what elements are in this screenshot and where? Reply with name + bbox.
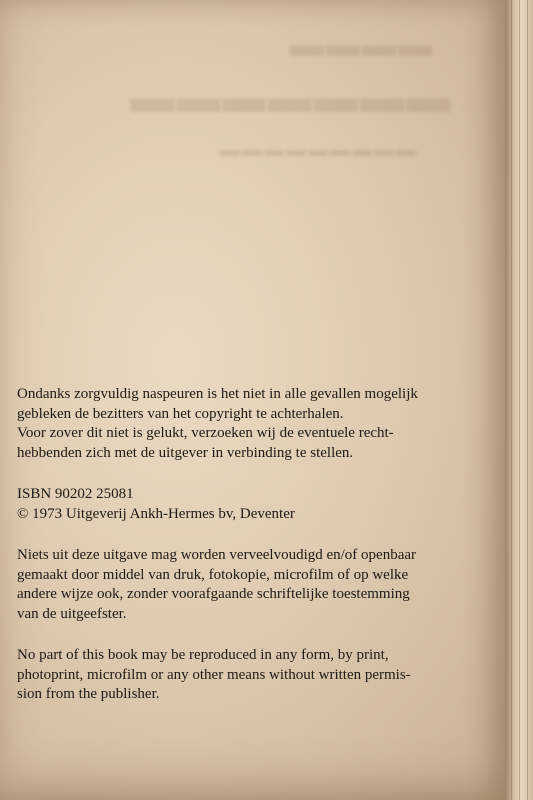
isbn: ISBN 90202 25081	[17, 486, 134, 502]
page-edge-line	[511, 0, 512, 800]
notice-line: hebbenden zich met de uitgever in verbinding te stellen.	[17, 444, 354, 461]
copyright-line: © 1973 Uitgeverij Ankh-Hermes bv, Deventer	[17, 505, 295, 522]
show-through-text: ▬▬▬▬ ▬▬▬▬▬▬▬ ▬▬▬▬▬▬▬▬▬	[130, 27, 452, 161]
publication-info	[17, 485, 502, 524]
english-rights-line: photoprint, microfilm or any other means without written permis-	[17, 666, 411, 683]
page-edge	[505, 0, 533, 800]
notice-line: Ondanks zorgvuldig naspeuren is het niet in alle gevallen mogelijk	[17, 386, 418, 402]
dutch-rights-line: andere wijze ook, zonder voorafgaande schriftelijke toestemming	[17, 586, 410, 602]
copyright-notice	[17, 385, 502, 463]
dutch-rights-line: Niets uit deze uitgave mag worden verveelvoudigd en/of openbaar	[17, 547, 417, 563]
english-rights-statement	[17, 646, 502, 705]
notice-line: Voor zover dit niet is gelukt, verzoeken wij de eventuele recht-	[17, 425, 394, 441]
dutch-rights-statement	[17, 546, 502, 624]
imprint-text	[17, 385, 502, 727]
english-rights-line: sion from the publisher.	[17, 686, 160, 702]
dutch-rights-line: gemaakt door middel van druk, fotokopie, microfilm of op welke	[17, 566, 409, 583]
notice-line: gebleken de bezitters van het copyright te achterhalen.	[17, 405, 344, 422]
page-edge-line	[527, 0, 528, 800]
page-edge-line	[519, 0, 520, 800]
dutch-rights-line: van de uitgeefster.	[17, 605, 127, 622]
english-rights-line: No part of this book may be reproduced in any form, by print,	[17, 647, 389, 663]
